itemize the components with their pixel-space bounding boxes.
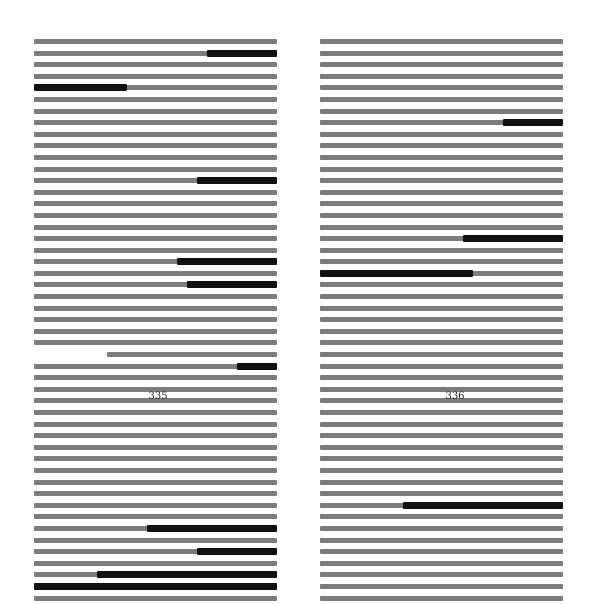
bold-phrase — [177, 258, 277, 265]
text-line-placeholder — [320, 514, 563, 519]
bold-phrase — [197, 548, 277, 555]
bold-phrase — [207, 50, 277, 57]
text-line-placeholder — [320, 97, 563, 102]
text-line — [34, 372, 277, 384]
bold-phrase — [237, 363, 277, 370]
text-line — [34, 59, 277, 71]
bold-phrase — [34, 84, 127, 91]
text-line — [320, 453, 563, 465]
text-line — [34, 488, 277, 500]
text-line — [34, 430, 277, 442]
text-line-placeholder — [320, 549, 563, 554]
text-line — [320, 48, 563, 60]
text-line-placeholder — [320, 155, 563, 160]
text-line — [320, 175, 563, 187]
text-line-placeholder — [34, 74, 277, 79]
text-line — [34, 129, 277, 141]
text-line — [34, 477, 277, 489]
text-line-placeholder — [34, 422, 277, 427]
text-line-placeholder — [320, 445, 563, 450]
text-line — [34, 349, 277, 361]
text-line — [34, 152, 277, 164]
text-line-placeholder — [34, 201, 277, 206]
text-line-placeholder — [320, 538, 563, 543]
right-text-block — [320, 36, 563, 376]
text-line — [320, 558, 563, 570]
text-line-placeholder — [320, 584, 563, 589]
text-line-placeholder — [320, 74, 563, 79]
text-line — [320, 326, 563, 338]
text-line — [320, 279, 563, 291]
text-line — [320, 546, 563, 558]
bold-phrase — [147, 525, 277, 532]
text-line-placeholder — [320, 190, 563, 195]
text-line — [34, 210, 277, 222]
text-line-placeholder — [34, 340, 277, 345]
text-line-placeholder — [34, 109, 277, 114]
bold-phrase — [403, 502, 563, 509]
text-line — [34, 187, 277, 199]
text-line — [320, 593, 563, 604]
text-line — [320, 59, 563, 71]
bold-phrase — [320, 270, 473, 277]
text-line — [320, 314, 563, 326]
left-page — [0, 0, 300, 424]
bold-phrase — [197, 177, 277, 184]
text-line — [320, 117, 563, 129]
text-line — [320, 140, 563, 152]
text-line — [320, 337, 563, 349]
text-line-placeholder — [34, 190, 277, 195]
text-line — [320, 129, 563, 141]
text-line-placeholder — [320, 282, 563, 287]
bold-phrase — [463, 235, 563, 242]
text-line — [320, 82, 563, 94]
text-line-placeholder — [107, 352, 277, 357]
text-line-placeholder — [34, 596, 277, 601]
text-line-placeholder — [34, 143, 277, 148]
text-line-placeholder — [320, 62, 563, 67]
text-line-placeholder — [320, 317, 563, 322]
text-line-placeholder — [34, 167, 277, 172]
text-line — [34, 326, 277, 338]
text-line — [320, 361, 563, 373]
text-line-placeholder — [34, 248, 277, 253]
text-line-placeholder — [320, 132, 563, 137]
text-line — [34, 511, 277, 523]
text-line — [34, 337, 277, 349]
text-line-placeholder — [320, 340, 563, 345]
text-line — [320, 152, 563, 164]
text-line-placeholder — [320, 248, 563, 253]
text-line-placeholder — [320, 422, 563, 427]
text-line — [34, 419, 277, 431]
text-line — [34, 222, 277, 234]
text-line-placeholder — [34, 225, 277, 230]
text-line-placeholder — [320, 526, 563, 531]
text-line-placeholder — [34, 456, 277, 461]
text-line — [320, 407, 563, 419]
text-line-placeholder — [320, 410, 563, 415]
text-line-placeholder — [34, 97, 277, 102]
text-line-placeholder — [34, 329, 277, 334]
text-line-placeholder — [320, 225, 563, 230]
text-line — [320, 36, 563, 48]
text-line — [320, 245, 563, 257]
text-line-placeholder — [320, 491, 563, 496]
text-line — [320, 511, 563, 523]
text-line-placeholder — [320, 109, 563, 114]
text-line — [320, 303, 563, 315]
text-line — [34, 245, 277, 257]
text-line — [320, 256, 563, 268]
text-line — [34, 36, 277, 48]
text-line — [320, 581, 563, 593]
text-line — [34, 291, 277, 303]
text-line — [320, 442, 563, 454]
text-line-placeholder — [320, 352, 563, 357]
text-line-placeholder — [34, 514, 277, 519]
text-line — [34, 106, 277, 118]
left-text-block — [34, 36, 277, 376]
text-line — [34, 535, 277, 547]
text-line-placeholder — [320, 178, 563, 183]
text-line-placeholder — [320, 213, 563, 218]
text-line — [320, 488, 563, 500]
text-line-placeholder — [320, 596, 563, 601]
text-line-placeholder — [34, 132, 277, 137]
text-line-placeholder — [34, 445, 277, 450]
text-line — [320, 233, 563, 245]
text-line — [34, 558, 277, 570]
right-page — [300, 0, 600, 424]
text-line-placeholder — [320, 201, 563, 206]
text-line — [320, 349, 563, 361]
text-line — [320, 500, 563, 512]
text-line-placeholder — [34, 433, 277, 438]
text-line-placeholder — [34, 538, 277, 543]
text-line-placeholder — [320, 39, 563, 44]
text-line-placeholder — [34, 410, 277, 415]
text-line — [320, 419, 563, 431]
text-line-placeholder — [320, 480, 563, 485]
text-line-placeholder — [34, 120, 277, 125]
text-line-placeholder — [320, 259, 563, 264]
text-line — [34, 303, 277, 315]
text-line — [34, 140, 277, 152]
text-line — [34, 164, 277, 176]
text-line-placeholder — [320, 364, 563, 369]
text-line — [34, 407, 277, 419]
text-line — [320, 210, 563, 222]
text-line — [320, 477, 563, 489]
text-line — [320, 71, 563, 83]
text-line-placeholder — [320, 167, 563, 172]
text-line-placeholder — [320, 294, 563, 299]
text-line — [34, 268, 277, 280]
text-line — [320, 187, 563, 199]
text-line-placeholder — [320, 561, 563, 566]
text-line — [320, 164, 563, 176]
right-page-number: 336 — [435, 391, 475, 402]
text-line-placeholder — [320, 433, 563, 438]
text-line — [34, 523, 277, 535]
text-line — [320, 535, 563, 547]
text-line — [320, 94, 563, 106]
text-line — [320, 523, 563, 535]
text-line — [320, 106, 563, 118]
text-line — [34, 593, 277, 604]
text-line — [34, 453, 277, 465]
text-line — [34, 465, 277, 477]
text-line — [320, 569, 563, 581]
text-line-placeholder — [34, 317, 277, 322]
text-line — [34, 71, 277, 83]
text-line — [34, 233, 277, 245]
text-line-placeholder — [34, 480, 277, 485]
text-line — [34, 198, 277, 210]
text-line-placeholder — [34, 213, 277, 218]
text-line — [320, 291, 563, 303]
text-line — [34, 442, 277, 454]
text-line-placeholder — [34, 468, 277, 473]
left-page-number: 335 — [138, 391, 178, 402]
text-line — [34, 82, 277, 94]
text-line-placeholder — [34, 62, 277, 67]
text-line — [34, 546, 277, 558]
text-line — [320, 198, 563, 210]
text-line — [34, 48, 277, 60]
bold-phrase — [34, 583, 277, 590]
text-line-placeholder — [320, 51, 563, 56]
text-line-placeholder — [34, 306, 277, 311]
text-line-placeholder — [34, 561, 277, 566]
text-line-placeholder — [320, 306, 563, 311]
text-line — [320, 268, 563, 280]
text-line-placeholder — [34, 39, 277, 44]
text-line — [34, 117, 277, 129]
text-line — [34, 256, 277, 268]
text-line — [34, 175, 277, 187]
text-line-placeholder — [320, 375, 563, 380]
text-line-placeholder — [320, 456, 563, 461]
text-line-placeholder — [34, 491, 277, 496]
text-line — [320, 222, 563, 234]
bold-phrase — [97, 571, 277, 578]
text-line-placeholder — [34, 503, 277, 508]
text-line — [34, 569, 277, 581]
text-line-placeholder — [34, 271, 277, 276]
text-line — [320, 372, 563, 384]
text-line-placeholder — [34, 155, 277, 160]
text-line — [320, 430, 563, 442]
text-line-placeholder — [320, 143, 563, 148]
text-line — [320, 465, 563, 477]
text-line-placeholder — [320, 85, 563, 90]
text-line — [34, 279, 277, 291]
text-line-placeholder — [320, 468, 563, 473]
text-line — [34, 314, 277, 326]
text-line — [34, 94, 277, 106]
text-line — [34, 500, 277, 512]
text-line-placeholder — [320, 329, 563, 334]
bold-phrase — [503, 119, 563, 126]
text-line-placeholder — [34, 375, 277, 380]
bold-phrase — [187, 281, 277, 288]
text-line-placeholder — [320, 572, 563, 577]
text-line — [34, 361, 277, 373]
text-line — [34, 581, 277, 593]
text-line-placeholder — [34, 236, 277, 241]
text-line-placeholder — [34, 294, 277, 299]
